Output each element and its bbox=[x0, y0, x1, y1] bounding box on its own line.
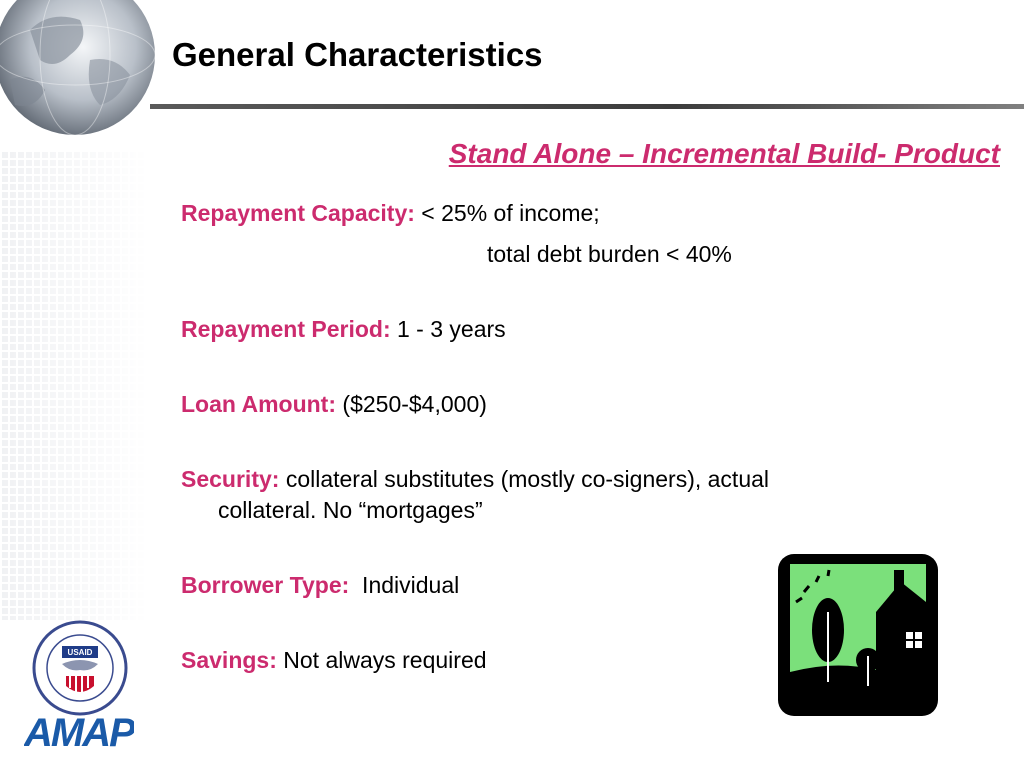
item-label: Repayment Period: bbox=[181, 316, 391, 342]
item-label: Savings: bbox=[181, 647, 277, 673]
list-item-repayment-period bbox=[181, 314, 941, 345]
item-value: collateral substitutes (mostly co-signers), actual bbox=[279, 466, 770, 492]
item-label: Borrower Type: bbox=[181, 572, 350, 598]
item-continuation: total debt burden < 40% bbox=[487, 241, 732, 267]
item-value: < 25% of income; bbox=[414, 200, 600, 226]
item-value: Not always required bbox=[276, 647, 487, 673]
house-trees-icon bbox=[776, 552, 940, 718]
amap-logo bbox=[24, 708, 134, 752]
slide-title: General Characteristics bbox=[172, 36, 543, 73]
item-value: Individual bbox=[349, 572, 460, 598]
item-label: Repayment Capacity: bbox=[181, 200, 415, 226]
item-value: 1 - 3 years bbox=[390, 316, 506, 342]
list-item-loan-amount bbox=[181, 389, 941, 420]
item-label: Loan Amount: bbox=[181, 391, 337, 417]
list-item-repayment-capacity bbox=[181, 198, 941, 270]
logo-text: AMAP bbox=[24, 711, 134, 752]
decorative-grid-band bbox=[0, 150, 150, 620]
title-divider bbox=[150, 104, 1024, 109]
item-continuation: collateral. No “mortgages” bbox=[218, 497, 483, 523]
usaid-seal bbox=[32, 620, 128, 716]
seal-text: USAID bbox=[67, 648, 93, 657]
item-value: ($250-$4,000) bbox=[336, 391, 487, 417]
globe-image bbox=[0, 0, 170, 140]
list-item-security bbox=[181, 464, 941, 526]
slide-subtitle: Stand Alone – Incremental Build- Product bbox=[448, 138, 1000, 169]
item-label: Security: bbox=[181, 466, 280, 492]
